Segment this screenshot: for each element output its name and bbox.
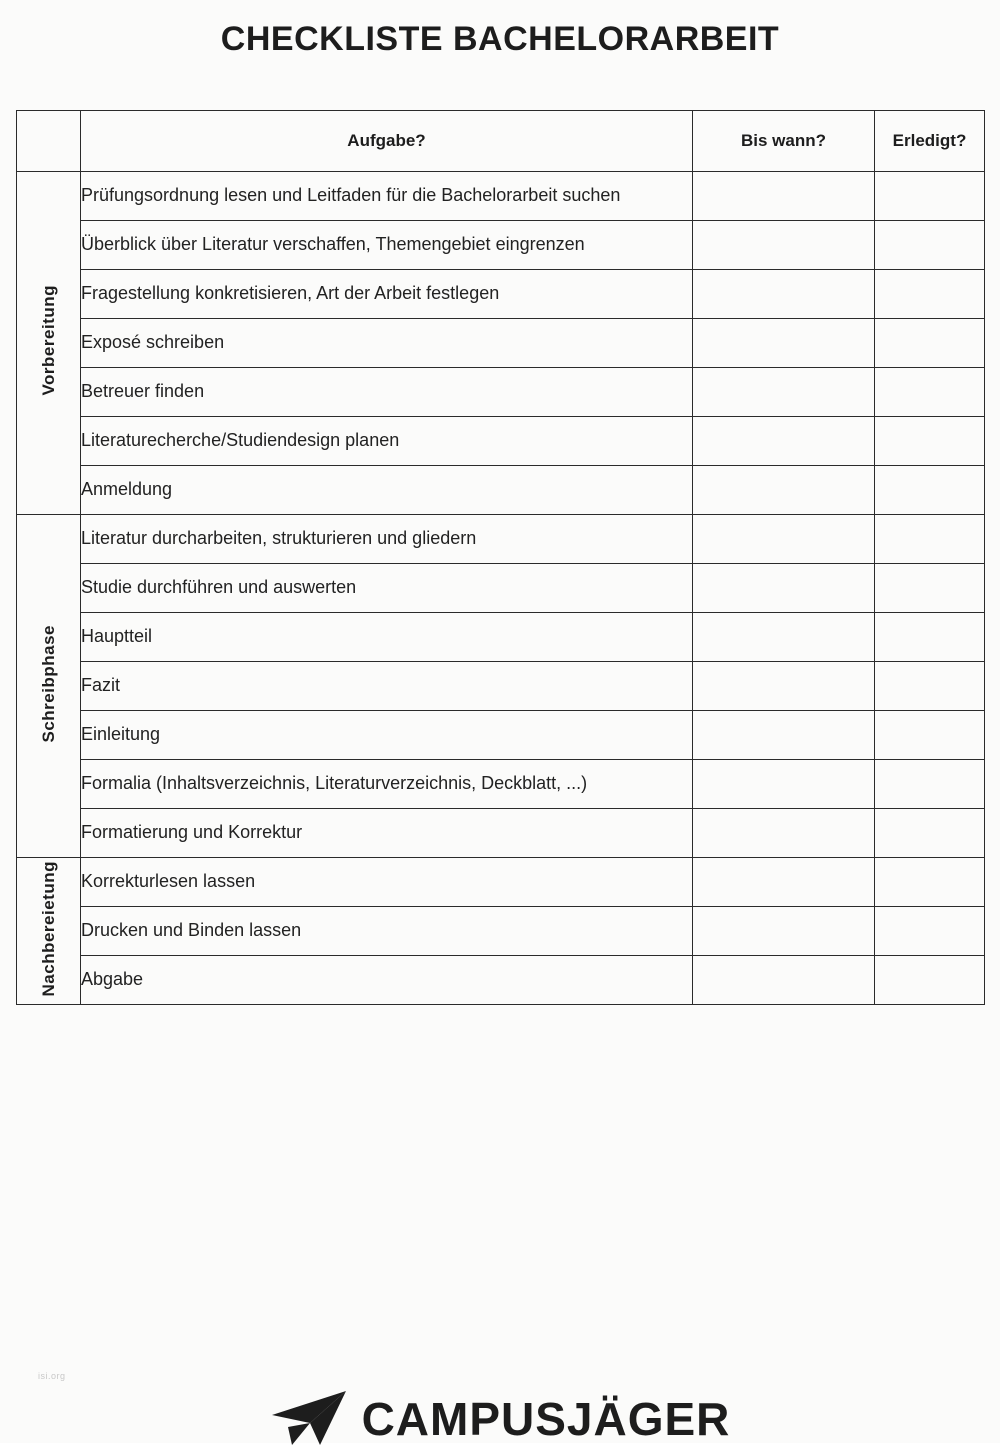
table-row (17, 858, 985, 907)
task-cell: Betreuer finden (81, 368, 693, 417)
done-cell[interactable] (875, 564, 985, 613)
table-header-row (17, 111, 985, 172)
header-phase (17, 111, 81, 172)
table-row (17, 809, 985, 858)
table-header (17, 111, 985, 172)
due-cell[interactable] (693, 319, 875, 368)
table-row (17, 564, 985, 613)
phase-label: Nachbereietung (38, 860, 58, 997)
paper-plane-icon (270, 1389, 348, 1449)
due-cell[interactable] (693, 466, 875, 515)
due-cell[interactable] (693, 809, 875, 858)
task-cell: Überblick über Literatur verschaffen, Themengebiet eingrenzen (81, 221, 693, 270)
phase-label: Vorbereitung (38, 285, 58, 396)
due-cell[interactable] (693, 270, 875, 319)
due-cell[interactable] (693, 711, 875, 760)
task-cell: Formalia (Inhaltsverzeichnis, Literaturverzeichnis, Deckblatt, ...) (81, 760, 693, 809)
table-row (17, 711, 985, 760)
done-cell[interactable] (875, 809, 985, 858)
table-row (17, 956, 985, 1005)
done-cell[interactable] (875, 417, 985, 466)
phase-cell-nachbereietung (17, 858, 81, 1005)
done-cell[interactable] (875, 662, 985, 711)
due-cell[interactable] (693, 956, 875, 1005)
page-title: CHECKLISTE BACHELORARBEIT (220, 20, 780, 58)
done-cell[interactable] (875, 368, 985, 417)
phase-cell-vorbereitung (17, 172, 81, 515)
task-cell: Exposé schreiben (81, 319, 693, 368)
table-row (17, 907, 985, 956)
table-row (17, 319, 985, 368)
checklist-table (16, 110, 985, 1005)
done-cell[interactable] (875, 613, 985, 662)
done-cell[interactable] (875, 858, 985, 907)
task-cell: Einleitung (81, 711, 693, 760)
done-cell[interactable] (875, 172, 985, 221)
task-cell: Korrekturlesen lassen (81, 858, 693, 907)
table-row (17, 368, 985, 417)
task-cell: Literaturecherche/Studiendesign planen (81, 417, 693, 466)
header-due: Bis wann? (693, 111, 875, 172)
table-row (17, 172, 985, 221)
done-cell[interactable] (875, 221, 985, 270)
phase-cell-schreibphase (17, 515, 81, 858)
done-cell[interactable] (875, 270, 985, 319)
due-cell[interactable] (693, 172, 875, 221)
done-cell[interactable] (875, 907, 985, 956)
brand-name: CAMPUSJÄGER (361, 1393, 731, 1445)
task-cell: Anmeldung (81, 466, 693, 515)
due-cell[interactable] (693, 662, 875, 711)
table-row (17, 662, 985, 711)
due-cell[interactable] (693, 368, 875, 417)
due-cell[interactable] (693, 515, 875, 564)
due-cell[interactable] (693, 907, 875, 956)
due-cell[interactable] (693, 613, 875, 662)
task-cell: Abgabe (81, 956, 693, 1005)
done-cell[interactable] (875, 760, 985, 809)
done-cell[interactable] (875, 711, 985, 760)
due-cell[interactable] (693, 417, 875, 466)
due-cell[interactable] (693, 221, 875, 270)
task-cell: Formatierung und Korrektur (81, 809, 693, 858)
table-row (17, 613, 985, 662)
header-task: Aufgabe? (81, 111, 693, 172)
table-row (17, 270, 985, 319)
table-row (17, 466, 985, 515)
phase-label: Schreibphase (38, 624, 58, 743)
task-cell: Hauptteil (81, 613, 693, 662)
table-row (17, 760, 985, 809)
task-cell: Prüfungsordnung lesen und Leitfaden für die Bachelorarbeit suchen (81, 172, 693, 221)
due-cell[interactable] (693, 858, 875, 907)
task-cell: Studie durchführen und auswerten (81, 564, 693, 613)
table-row (17, 515, 985, 564)
table-row (17, 221, 985, 270)
task-cell: Literatur durcharbeiten, strukturieren und gliedern (81, 515, 693, 564)
header-done: Erledigt? (875, 111, 985, 172)
table-body (17, 172, 985, 1005)
done-cell[interactable] (875, 466, 985, 515)
due-cell[interactable] (693, 760, 875, 809)
done-cell[interactable] (875, 319, 985, 368)
checklist-table-container (16, 110, 984, 1005)
task-cell: Fazit (81, 662, 693, 711)
done-cell[interactable] (875, 956, 985, 1005)
brand-logo (0, 1389, 1000, 1449)
watermark-text: isi.org (38, 1371, 66, 1381)
done-cell[interactable] (875, 515, 985, 564)
table-row (17, 417, 985, 466)
task-cell: Fragestellung konkretisieren, Art der Arbeit festlegen (81, 270, 693, 319)
task-cell: Drucken und Binden lassen (81, 907, 693, 956)
footer (0, 1333, 1000, 1443)
due-cell[interactable] (693, 564, 875, 613)
